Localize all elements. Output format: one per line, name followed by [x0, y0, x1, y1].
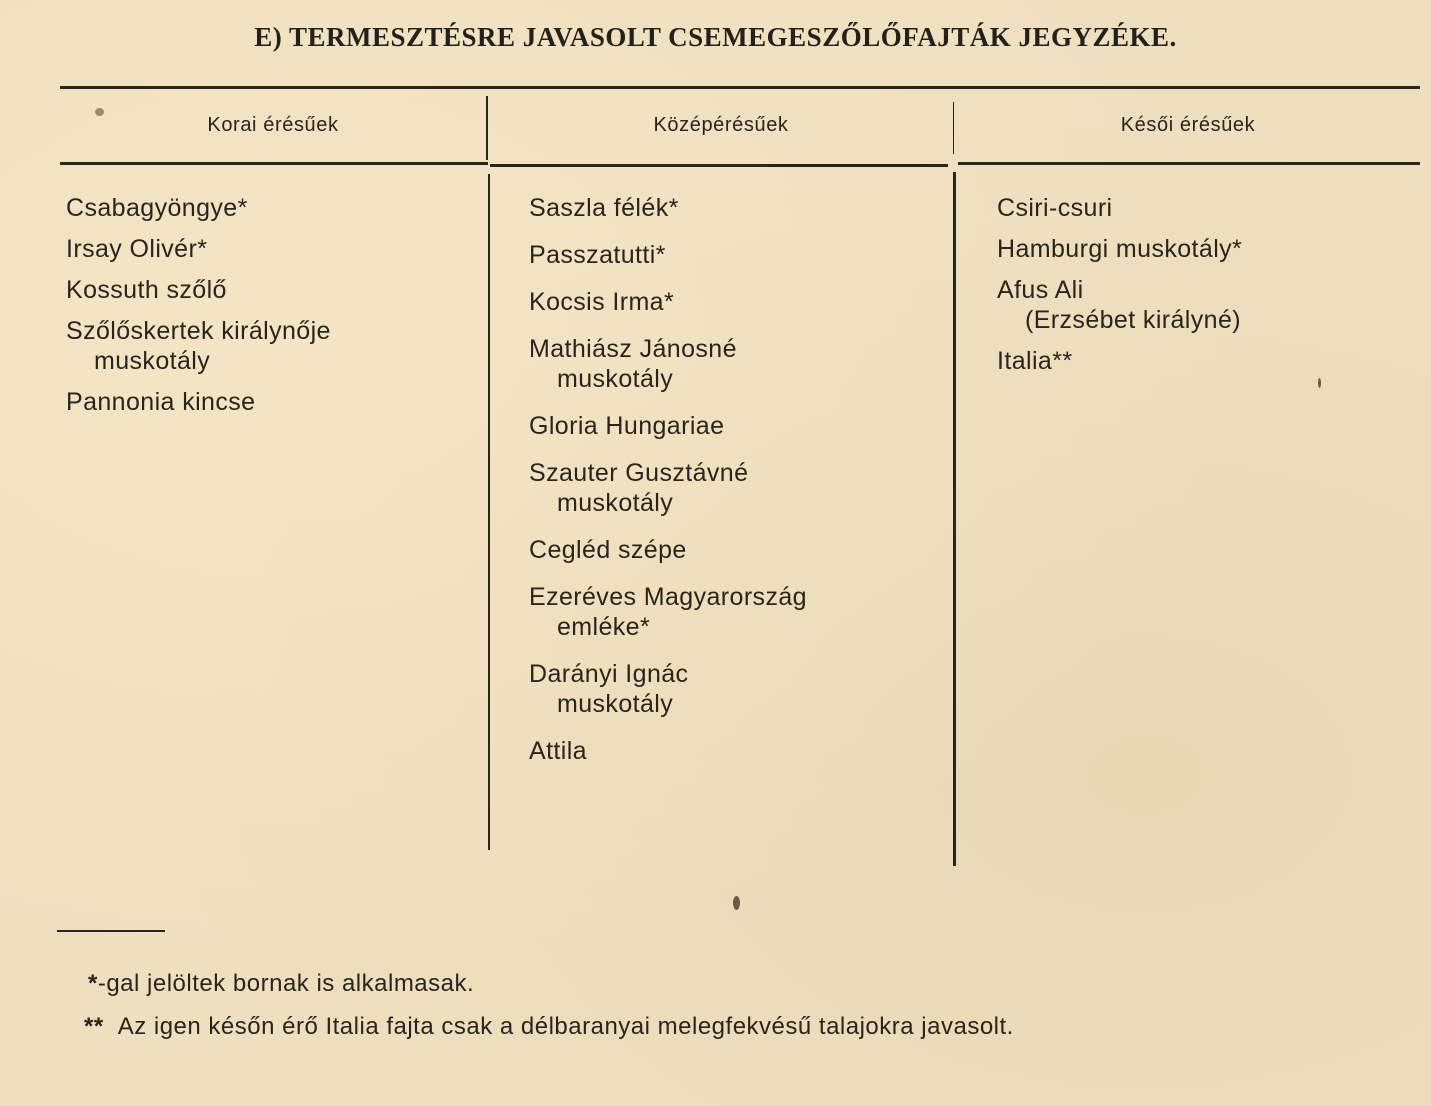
list-item: Kocsis Irma* — [529, 288, 675, 316]
list-item: Saszla félék* — [529, 194, 679, 222]
list-item: Irsay Olivér* — [66, 235, 208, 263]
footnote-mark: ** — [84, 1013, 104, 1040]
column-heading-mid: Középérésűek — [653, 114, 789, 136]
header-divider-2 — [953, 102, 954, 154]
column-late — [997, 193, 1412, 387]
list-item: Kossuth szőlő — [66, 276, 227, 304]
paper-speck — [95, 108, 104, 116]
table-top-rule — [60, 86, 1420, 89]
list-item: Hamburgi muskotály* — [997, 235, 1243, 263]
column-heading-early: Korai érésűek — [207, 114, 339, 136]
column-heading-late: Késői érésűek — [1120, 114, 1256, 136]
paper-speck — [1318, 378, 1321, 388]
footnote-rule — [57, 930, 165, 932]
list-item: Attila — [529, 737, 587, 765]
list-item: Passzatutti* — [529, 241, 666, 269]
header-bottom-rule-1 — [60, 162, 488, 165]
list-item: Darányi Ignác muskotály — [529, 660, 689, 718]
page-title: E) TERMESZTÉSRE JAVASOLT CSEMEGESZŐLŐFAJTÁK JEGYZÉKE. — [254, 22, 1177, 52]
header-bottom-rule-3 — [958, 162, 1420, 165]
list-item: Szőlőskertek királynője muskotály — [66, 317, 331, 375]
list-item: Gloria Hungariae — [529, 412, 725, 440]
body-divider-2 — [953, 172, 956, 866]
footnote-text: -gal jelöltek bornak is alkalmasak. — [97, 970, 475, 997]
list-item: Mathiász Jánosné muskotály — [529, 335, 737, 393]
paper-speck — [733, 896, 740, 910]
list-item: Szauter Gusztávné muskotály — [529, 459, 749, 517]
column-early — [66, 193, 481, 428]
list-item: Ezeréves Magyarország emléke* — [529, 583, 807, 641]
column-mid — [529, 193, 944, 783]
list-item: Pannonia kincse — [66, 388, 256, 416]
list-item: Csabagyöngye* — [66, 194, 248, 222]
footnote-text: Az igen későn érő Italia fajta csak a délbaranyai melegfekvésű talajokra javasolt. — [117, 1013, 1014, 1040]
header-bottom-rule-2 — [490, 164, 948, 167]
header-divider-1 — [486, 96, 488, 160]
list-item: Csiri-csuri — [997, 194, 1113, 222]
footnote-1 — [88, 970, 474, 998]
footnote-mark: * — [88, 970, 98, 997]
list-item: Afus Ali (Erzsébet királyné) — [997, 276, 1241, 334]
list-item: Cegléd szépe — [529, 536, 687, 564]
footnote-2 — [84, 1013, 1014, 1041]
list-item: Italia** — [997, 347, 1073, 375]
body-divider-1 — [488, 174, 490, 850]
